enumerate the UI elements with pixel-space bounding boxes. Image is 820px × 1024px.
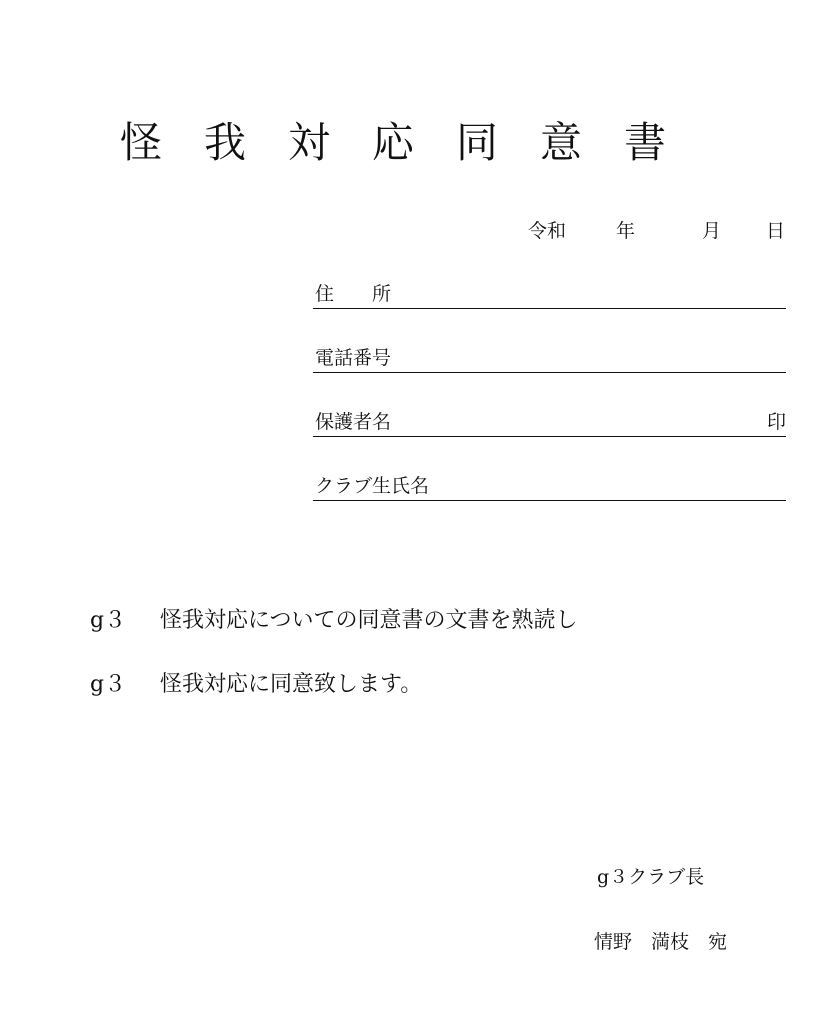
recipient-title: g３クラブ長 (597, 866, 705, 888)
recipient-name: 情野 満枝 宛 (594, 931, 728, 953)
date-era: 令和 (528, 220, 567, 242)
address-label: 住 所 (315, 283, 392, 305)
seal-mark: 印 (766, 411, 786, 433)
statement-line-2 (90, 667, 422, 698)
member-name-label: クラブ生氏名 (315, 475, 430, 497)
club-name: g３ (90, 672, 127, 697)
statement-line-1 (90, 603, 578, 634)
statement-text: 怪我対応に同意致します。 (160, 672, 423, 697)
phone-label: 電話番号 (315, 347, 392, 369)
date-month: 月 (702, 220, 722, 242)
date-year: 年 (616, 220, 636, 242)
address-field[interactable] (313, 280, 786, 309)
guardian-name-label: 保護者名 (315, 411, 392, 433)
document-title: 怪我対応同意書 (120, 118, 709, 167)
date-day: 日 (766, 220, 786, 242)
club-name: g３ (90, 608, 127, 633)
phone-field[interactable] (313, 344, 786, 373)
member-name-field[interactable] (313, 472, 786, 501)
guardian-name-field[interactable] (313, 408, 786, 437)
statement-text: 怪我対応についての同意書の文書を熟読し (160, 608, 578, 633)
date-line (528, 216, 786, 242)
